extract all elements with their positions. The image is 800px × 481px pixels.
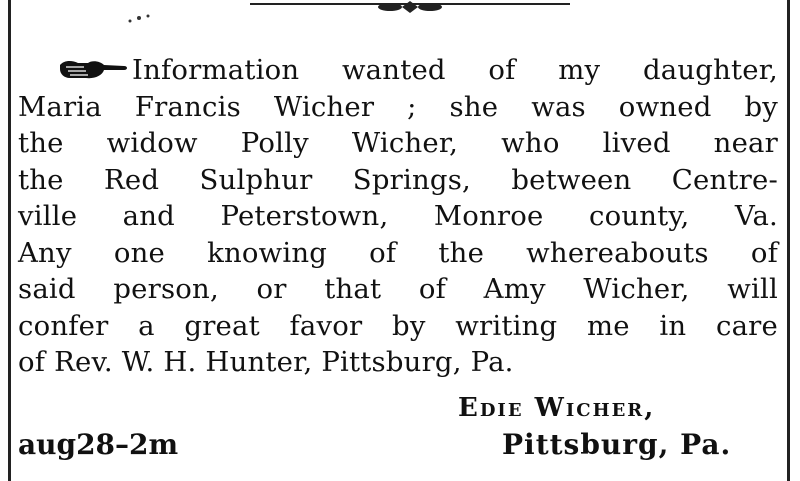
- column-rule-left: [8, 0, 11, 481]
- notice-line: Information wanted of my daughter,: [18, 52, 778, 89]
- signature-place: Pittsburg, Pa.: [502, 428, 732, 461]
- top-ornament-divider: [250, 0, 570, 16]
- print-speck: [126, 12, 156, 26]
- notice-line: of Rev. W. H. Hunter, Pittsburg, Pa.: [18, 346, 514, 378]
- notice-line: ville and Peterstown, Monroe county, Va.: [18, 200, 778, 232]
- column-rule-right: [787, 0, 790, 481]
- pointing-hand-icon: [58, 57, 130, 83]
- notice-line: confer a great favor by writing me in care: [18, 309, 778, 342]
- notice-line: the Red Sulphur Springs, between Centre-: [18, 163, 778, 196]
- dateline-code: aug28–2m: [18, 428, 179, 461]
- notice-line: Any one knowing of the whereabouts of: [18, 236, 778, 269]
- notice-line: said person, or that of Amy Wicher, will: [18, 273, 778, 305]
- notice-line: the widow Polly Wicher, who lived near: [18, 127, 778, 159]
- signature-name: Edie Wicher,: [458, 393, 656, 423]
- notice-body: [18, 52, 778, 381]
- notice-line: Maria Francis Wicher ; she was owned by: [18, 90, 778, 123]
